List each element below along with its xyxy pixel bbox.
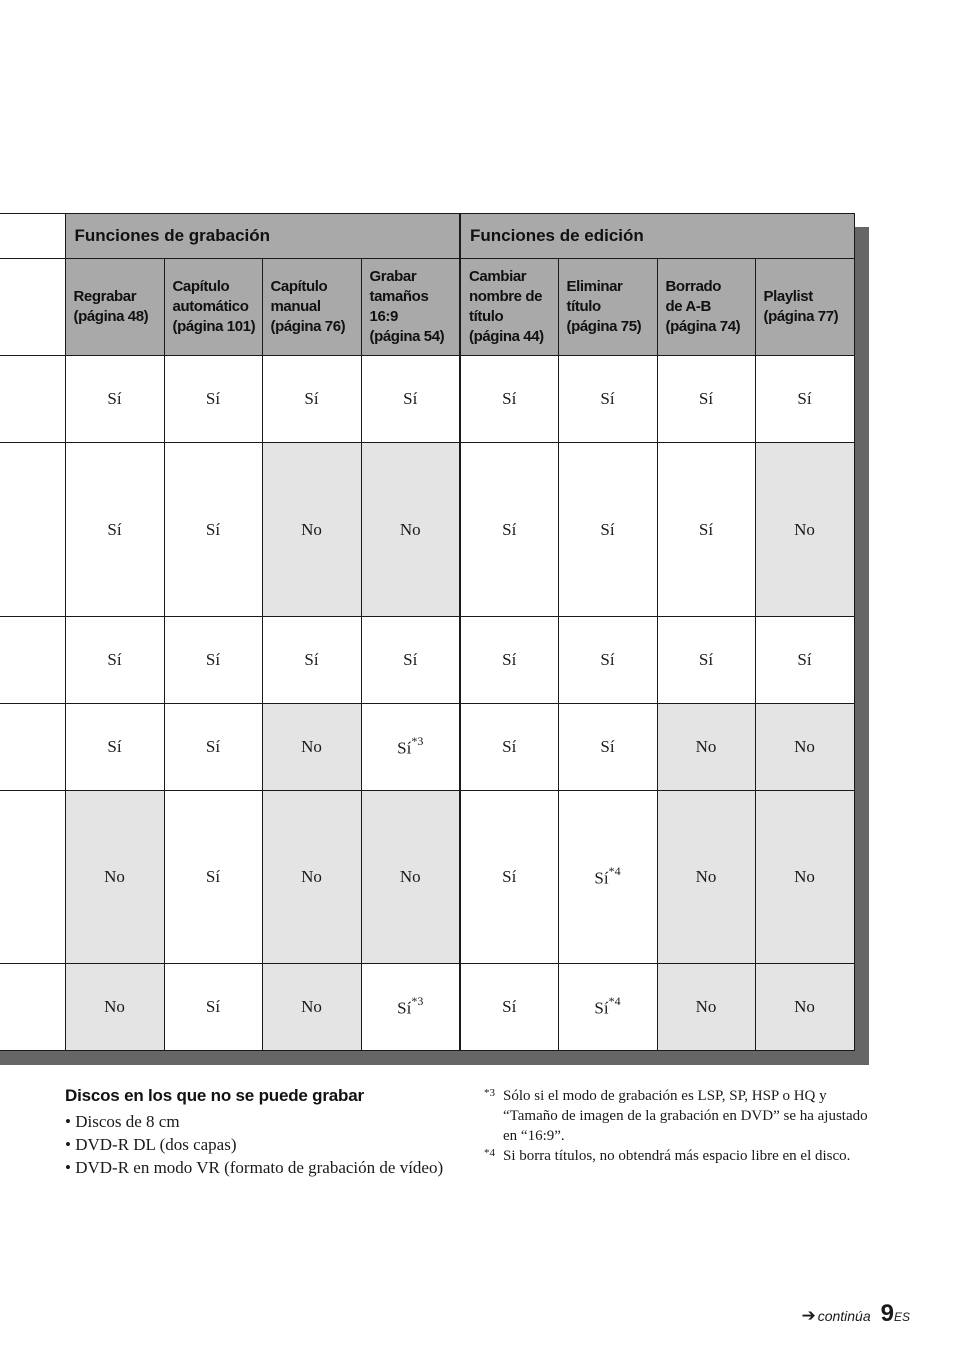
cell-value: No [104,867,125,886]
cell-value: Sí [205,737,221,756]
cell-value: Sí [205,997,221,1016]
table-cell [262,791,361,964]
column-header [460,259,558,356]
footnotes [484,1086,874,1166]
cell-value: Sí [205,650,221,669]
table-cell [65,964,164,1051]
column-header-line: Eliminar [566,278,623,295]
table-cell [755,704,854,791]
table-cell [65,617,164,704]
table-cell [262,617,361,704]
cell-value: No [399,867,421,886]
table-cell [361,443,460,617]
footnote-ref: *3 [411,993,424,1008]
left-blank-cell [0,214,65,259]
table-cell [361,704,460,791]
left-blank-cell [0,964,65,1051]
table-cell [460,443,558,617]
cell-value: Sí [502,519,517,539]
column-header-line: (página 75) [566,318,642,335]
table-cell [361,617,460,704]
cell-value: No [695,997,717,1016]
arrow-right-icon: ➔ [801,1306,816,1326]
table-cell [558,356,657,443]
cell-value: Sí [600,519,615,539]
table-cell [164,443,262,617]
table-row [0,964,854,1051]
group-header-editing: Funciones de edición [460,214,854,259]
table-cell [657,443,755,617]
table-cell [558,964,657,1051]
table-cell [460,617,558,704]
cell-value: No [794,867,815,886]
table-cell [262,704,361,791]
column-header-line: título [566,298,601,315]
cell-value: Sí [600,389,615,408]
cell-value: Sí [107,519,122,539]
column-header-line: Capítulo [172,278,230,295]
functions-table [0,213,855,1051]
footnote [484,1146,874,1166]
table-cell [558,791,657,964]
cell-value: Sí [502,997,517,1016]
table-cell [657,617,755,704]
cell-value: No [301,519,322,539]
footnote-mark: *3 [484,1087,495,1099]
table-cell [361,791,460,964]
cell-value: Sí [797,389,812,408]
cell-value: Sí [502,389,517,408]
table-row [0,704,854,791]
column-header-line: (página 74) [665,318,741,335]
column-header [164,259,262,356]
cell-value: No [794,997,815,1016]
table-cell [657,964,755,1051]
table-cell [657,704,755,791]
cell-value: No [301,737,322,756]
footnote-ref: *4 [608,993,621,1008]
column-header-line: nombre de [469,288,543,305]
table-cell [755,964,854,1051]
cell-value: Sí [397,738,412,758]
table-cell [164,704,262,791]
cell-value: Sí [600,737,615,756]
cell-value: Sí [304,389,319,408]
page-footer [801,1300,910,1328]
cell-value: No [104,997,125,1016]
left-blank-cell [0,704,65,791]
page-number: 9 [880,1300,894,1327]
table-cell [361,964,460,1051]
column-header-line: (página 77) [763,308,839,325]
column-header-line: (página 44) [469,328,544,345]
table-cell [262,964,361,1051]
cell-value: Sí [107,389,122,408]
cell-value: Sí [205,389,221,408]
table-cell [164,356,262,443]
table-cell [657,791,755,964]
table-cell [65,704,164,791]
table-cell [65,443,164,617]
cell-value: Sí [403,389,418,408]
table-cell [164,617,262,704]
column-header [361,259,460,356]
table-cell [460,964,558,1051]
table-cell [755,443,854,617]
column-header-line: (página 101) [172,318,256,335]
cell-value: Sí [594,868,609,888]
table-cell [460,356,558,443]
cell-value: Sí [107,737,122,756]
group-header-recording: Funciones de grabación [65,214,460,259]
column-header-line: de A-B [665,298,711,315]
left-blank-cell [0,356,65,443]
cell-value: Sí [502,650,517,669]
table-cell [460,791,558,964]
footnote-ref: *4 [608,863,621,878]
cell-value: No [695,737,717,756]
footnote-text: Si borra títulos, no obtendrá más espacio libre en el disco. [503,1148,851,1164]
list-item: • Discos de 8 cm [65,1110,460,1133]
cell-value: Sí [397,998,412,1018]
table-cell [164,791,262,964]
cell-value: Sí [797,650,812,669]
list-item: • DVD-R en modo VR (formato de grabación de vídeo) [65,1156,460,1179]
table-cell [65,791,164,964]
footnote-mark: *4 [484,1147,495,1159]
cell-value: No [794,519,815,539]
column-header-line: Cambiar [469,268,527,285]
table-cell [558,704,657,791]
table-cell [460,704,558,791]
cell-value: No [695,867,717,886]
table-cell [558,617,657,704]
column-header-line: automático [172,298,249,315]
column-header [262,259,361,356]
left-blank-cell [0,617,65,704]
table-cell [657,356,755,443]
cell-value: Sí [698,389,714,408]
table-cell [558,443,657,617]
cell-value: Sí [594,998,609,1018]
cell-value: No [301,867,322,886]
table-cell [164,964,262,1051]
left-blank-cell [0,791,65,964]
table-row [0,791,854,964]
cell-value: Sí [600,650,615,669]
column-header [558,259,657,356]
column-header [657,259,755,356]
column-header [755,259,854,356]
left-blank-cell [0,443,65,617]
cell-value: Sí [205,519,221,539]
column-header-line: Capítulo [270,278,328,295]
continue-label: continúa [817,1308,871,1324]
table-row [0,443,854,617]
disc-list [65,1110,460,1179]
table-cell [755,791,854,964]
cell-value: Sí [304,650,319,669]
table-cell [262,356,361,443]
column-header-line: (página 76) [270,318,346,335]
cell-value: Sí [698,650,714,669]
column-header [65,259,164,356]
left-blank-cell [0,259,65,356]
footnote-text: Sólo si el modo de grabación es LSP, SP, HSP o HQ y “Tamaño de imagen de la grabación en DVD” se ha ajustado en “16:9”. [503,1088,868,1144]
column-header-line: Regrabar [73,288,137,305]
cell-value: No [399,519,421,539]
cell-value: Sí [107,650,122,669]
table-cell [262,443,361,617]
cell-value: No [794,737,815,756]
footnote-ref: *3 [411,733,424,748]
column-header-line: tamaños [369,288,429,305]
column-header-line: (página 48) [73,308,149,325]
column-header-line: 16:9 [369,308,398,325]
column-header-line: título [469,308,504,325]
table-cell [65,356,164,443]
cell-value: Sí [403,650,418,669]
table-row [0,356,854,443]
section-title: Discos en los que no se puede grabar [65,1086,364,1105]
column-header-line: Grabar [369,268,417,285]
column-header-line: Borrado [665,278,722,295]
page-language: ES [893,1310,910,1324]
cell-value: Sí [502,737,517,756]
cannot-record-section [65,1086,460,1179]
table-cell [755,617,854,704]
column-header-line: (página 54) [369,328,445,345]
column-header-line: Playlist [763,288,813,305]
cell-value: Sí [698,519,714,539]
table-cell [755,356,854,443]
table-row [0,617,854,704]
footnote [484,1086,874,1146]
table-cell [361,356,460,443]
list-item: • DVD-R DL (dos capas) [65,1133,460,1156]
column-header-line: manual [270,298,321,315]
cell-value: Sí [205,867,221,886]
cell-value: No [301,997,322,1016]
cell-value: Sí [502,867,517,886]
